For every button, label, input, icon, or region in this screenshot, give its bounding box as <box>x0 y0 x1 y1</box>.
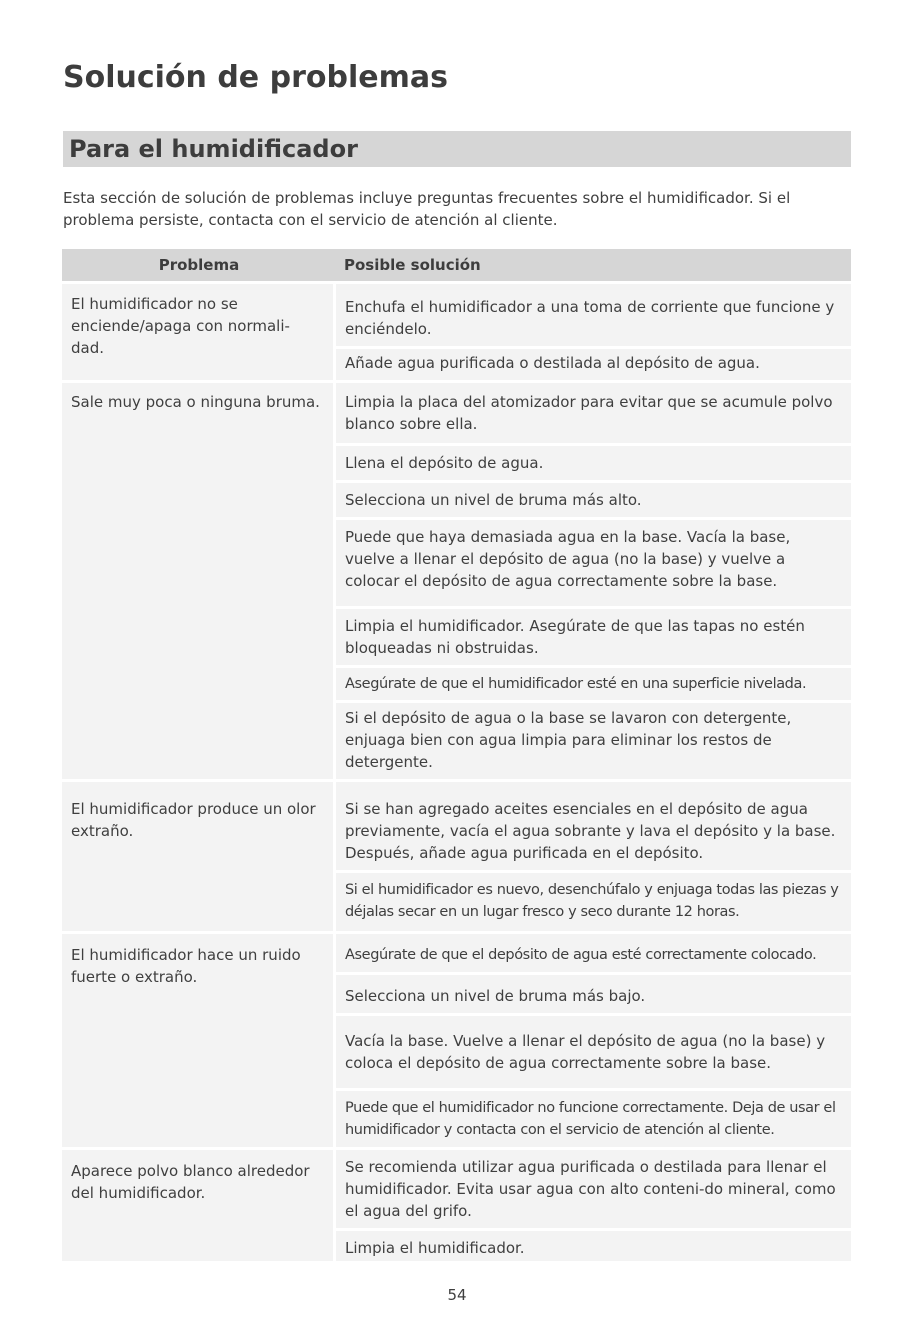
problem-cell: El humidificador no se enciende/apaga con normali-dad. <box>62 284 336 380</box>
solution-cell: Enchufa el humidificador a una toma de corriente que funcione y enciéndelo. <box>336 284 851 346</box>
section-title: Para el humidificador <box>69 135 358 163</box>
page-number: 54 <box>447 1286 467 1304</box>
table-row <box>62 934 851 972</box>
solution-cell: Limpia el humidificador. Asegúrate de que las tapas no estén bloqueadas ni obstruidas. <box>336 609 851 665</box>
solution-cell: Puede que haya demasiada agua en la base. Vacía la base, vuelve a llenar el depósito de agua (no la base) y vuelve a colocar el depósito de agua correctamente sobre la base. <box>336 520 851 606</box>
solution-cell: Limpia la placa del atomizador para evitar que se acumule polvo blanco sobre ella. <box>336 383 851 443</box>
problem-cell: El humidificador hace un ruido fuerte o extraño. <box>62 934 336 1147</box>
table-header-row <box>62 249 851 281</box>
solution-cell: Llena el depósito de agua. <box>336 446 851 480</box>
solution-cell: Si el depósito de agua o la base se lavaron con detergente, enjuaga bien con agua limpia para eliminar los restos de detergente. <box>336 703 851 779</box>
page-title: Solución de problemas <box>63 60 448 95</box>
troubleshooting-table <box>62 246 851 1264</box>
table-row <box>62 284 851 346</box>
solution-cell: Selecciona un nivel de bruma más alto. <box>336 483 851 517</box>
problem-cell: Aparece polvo blanco alrededor del humidificador. <box>62 1150 336 1261</box>
solution-cell: Si se han agregado aceites esenciales en el depósito de agua previamente, vacía el agua sobrante y lava el depósito y la base. Después, añade agua purificada en el depósito. <box>336 782 851 870</box>
solution-cell: Limpia el humidificador. <box>336 1231 851 1261</box>
solution-cell: Si el humidificador es nuevo, desenchúfalo y enjuaga todas las piezas y déjalas secar en un lugar fresco y seco durante 12 horas. <box>336 873 851 931</box>
solution-cell: Asegúrate de que el humidificador esté en una superficie nivelada. <box>336 668 851 700</box>
solution-cell: Añade agua purificada o destilada al depósito de agua. <box>336 349 851 380</box>
solution-cell: Se recomienda utilizar agua purificada o destilada para llenar el humidificador. Evita usar agua con alto conteni-do mineral, como el agua del grifo. <box>336 1150 851 1228</box>
header-problem: Problema <box>62 249 336 281</box>
problem-cell: El humidificador produce un olor extraño. <box>62 782 336 931</box>
table-row <box>62 383 851 443</box>
intro-paragraph: Esta sección de solución de problemas incluye preguntas frecuentes sobre el humidificador. Si el problema persiste, contacta con el servicio de atención al cliente. <box>63 189 791 229</box>
table-row <box>62 1150 851 1228</box>
solution-cell: Puede que el humidificador no funcione correctamente. Deja de usar el humidificador y contacta con el servicio de atención al cliente. <box>336 1091 851 1147</box>
solution-cell: Vacía la base. Vuelve a llenar el depósito de agua (no la base) y coloca el depósito de agua correctamente sobre la base. <box>336 1016 851 1088</box>
header-solution: Posible solución <box>336 249 851 281</box>
solution-cell: Asegúrate de que el depósito de agua esté correctamente colocado. <box>336 934 851 972</box>
problem-cell: Sale muy poca o ninguna bruma. <box>62 383 336 779</box>
section-header-bar <box>63 131 851 167</box>
table-row <box>62 782 851 870</box>
solution-cell: Selecciona un nivel de bruma más bajo. <box>336 975 851 1013</box>
